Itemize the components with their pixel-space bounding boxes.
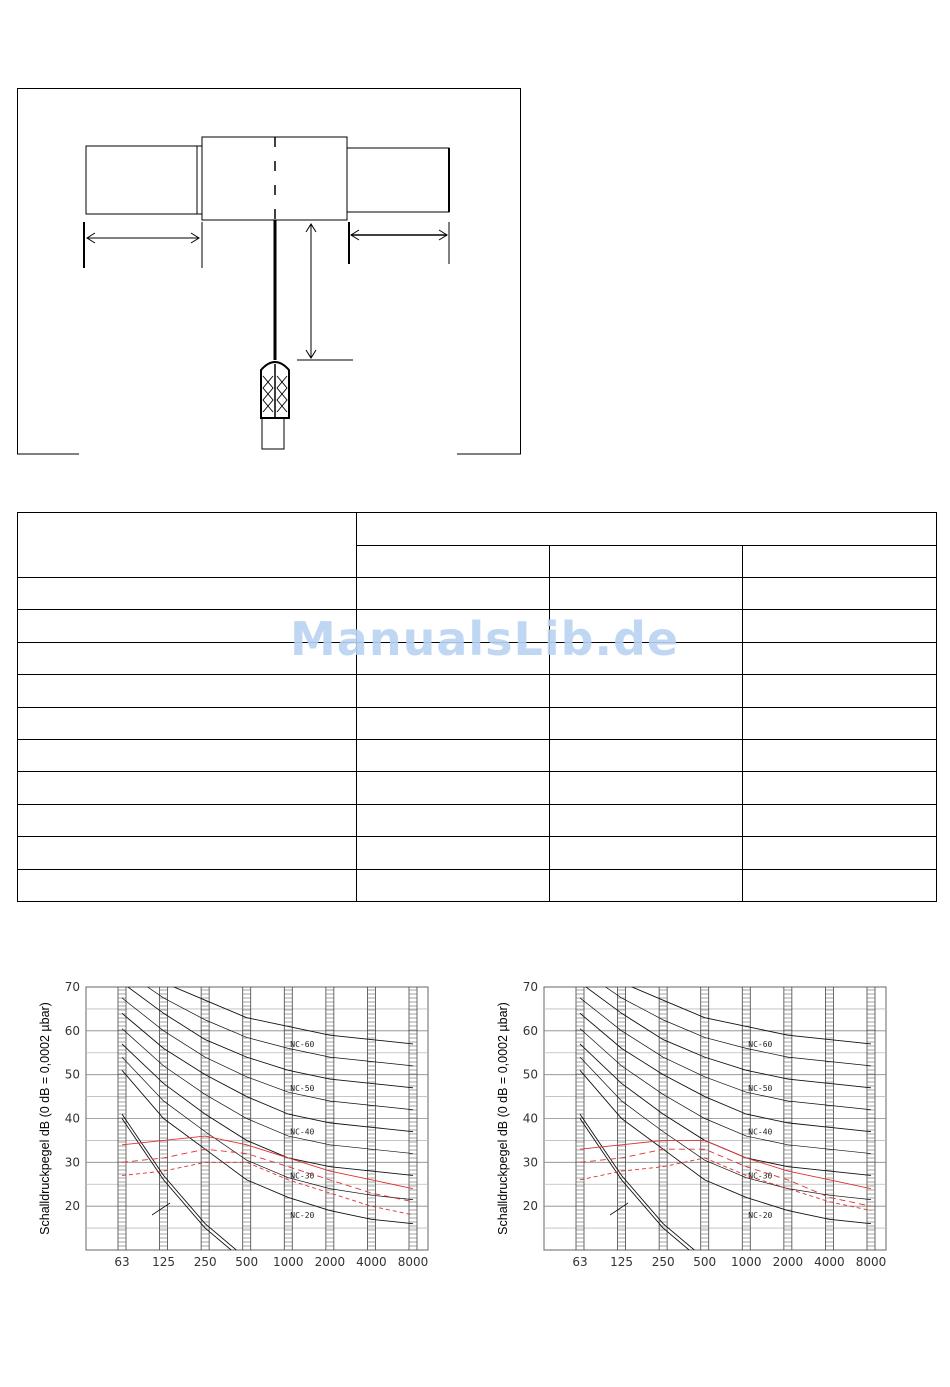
nc-curve-mid [580, 1029, 871, 1154]
nc-label: NC-20 [748, 1210, 773, 1220]
table-cell [550, 642, 743, 674]
x-tick-label: 250 [193, 1255, 217, 1269]
table-cell [18, 804, 357, 836]
table-cell [18, 610, 357, 642]
x-tick-label: 250 [651, 1255, 675, 1269]
left-unit [86, 146, 197, 214]
header-cell-label [18, 513, 357, 578]
table-row [18, 869, 937, 902]
table-cell [550, 804, 743, 836]
table-cell [18, 578, 357, 610]
table-row [18, 610, 937, 642]
table-cell [743, 869, 937, 902]
y-tick-label: 40 [522, 1111, 538, 1126]
measured-curves [122, 1136, 413, 1215]
subheader-cell [550, 545, 743, 578]
measured-curves [580, 1140, 871, 1210]
table-cell [357, 772, 550, 804]
table-row [18, 772, 937, 804]
x-tick-label: 125 [610, 1255, 634, 1269]
x-tick-label: 4000 [356, 1255, 387, 1269]
measured-curve [580, 1140, 871, 1188]
table-cell [550, 675, 743, 707]
nc-curve [122, 1070, 413, 1223]
table-cell [18, 869, 357, 902]
nc-label: NC-50 [748, 1083, 773, 1093]
table-cell [743, 837, 937, 869]
x-tick-label: 1000 [273, 1255, 304, 1269]
table-cell [18, 837, 357, 869]
table-cell [743, 707, 937, 739]
table-row [18, 837, 937, 869]
table-cell [357, 642, 550, 674]
nc-chart-left [30, 975, 470, 1275]
table-cell [357, 578, 550, 610]
table-cell [357, 837, 550, 869]
x-tick-label: 8000 [397, 1255, 429, 1269]
nc-curve [122, 983, 413, 1088]
x-tick-label: 63 [114, 1255, 130, 1269]
table-cell [357, 740, 550, 772]
table-cell [743, 740, 937, 772]
table-cell [550, 707, 743, 739]
x-tick-label: 2000 [772, 1255, 804, 1269]
frame-border [18, 89, 521, 455]
table-body [18, 578, 937, 902]
table-cell [18, 707, 357, 739]
x-tick-label: 4000 [814, 1255, 845, 1269]
table-cell [550, 578, 743, 610]
table-cell [550, 837, 743, 869]
x-tick-label: 500 [693, 1255, 717, 1269]
table-cell [18, 772, 357, 804]
table-cell [550, 869, 743, 902]
y-tick-label: 60 [64, 1023, 80, 1038]
nc-label: NC-50 [290, 1083, 315, 1093]
table-cell [550, 740, 743, 772]
table-row [18, 642, 937, 674]
nc-chart-right [488, 975, 928, 1275]
table-row [18, 804, 937, 836]
y-tick-label: 30 [64, 1155, 80, 1170]
plot-area [544, 975, 886, 1275]
x-tick-label: 1000 [731, 1255, 762, 1269]
center-unit [202, 137, 347, 220]
y-tick-label: 50 [522, 1067, 538, 1082]
nc-label: NC-40 [748, 1127, 773, 1137]
table-row [18, 578, 937, 610]
table-cell [357, 675, 550, 707]
x-tick-label: 500 [235, 1255, 259, 1269]
table-cell [357, 804, 550, 836]
x-tick-label: 2000 [314, 1255, 346, 1269]
nc-label: NC-60 [748, 1039, 773, 1049]
y-tick-label: 70 [64, 980, 80, 994]
table-cell [357, 707, 550, 739]
x-tick-label: 8000 [855, 1255, 887, 1269]
y-tick-label: 50 [64, 1067, 80, 1082]
table-row [18, 740, 937, 772]
nc-label: NC-20 [290, 1210, 315, 1220]
y-tick-label: 40 [64, 1111, 80, 1126]
nc-curve [122, 975, 413, 1044]
y-tick-label: 20 [64, 1199, 80, 1214]
nc-curve-mid [122, 975, 413, 1066]
x-tick-label: 63 [572, 1255, 588, 1269]
table-header-row [18, 513, 937, 546]
table-cell [357, 610, 550, 642]
watermark: ManualsLib.de [290, 612, 680, 666]
y-axis-label: Schalldruckpegel dB (0 dB = 0,0002 µbar) [38, 1002, 52, 1235]
nc-curve-mid [122, 1029, 413, 1154]
x-tick-label: 125 [152, 1255, 176, 1269]
spec-table [17, 512, 937, 902]
table-cell [743, 772, 937, 804]
table-cell [18, 642, 357, 674]
table-cell [743, 804, 937, 836]
nc-curve-mid [580, 975, 871, 1066]
sensor-stem [262, 418, 284, 449]
subheader-cell [357, 545, 550, 578]
table-cell [743, 578, 937, 610]
table-cell [357, 869, 550, 902]
table-row [18, 707, 937, 739]
table-row [18, 675, 937, 707]
nc-label: NC-60 [290, 1039, 315, 1049]
y-tick-label: 70 [522, 980, 538, 994]
nc-label: NC-30 [290, 1171, 315, 1181]
table-cell [18, 675, 357, 707]
nc-curve [580, 975, 871, 1044]
y-tick-label: 30 [522, 1155, 538, 1170]
y-tick-label: 60 [522, 1023, 538, 1038]
right-unit [347, 148, 449, 212]
installation-diagram [17, 88, 521, 455]
table-cell [743, 610, 937, 642]
nc-curve [580, 983, 871, 1088]
nc-curve [580, 1070, 871, 1223]
y-axis-label: Schalldruckpegel dB (0 dB = 0,0002 µbar) [496, 1002, 510, 1235]
nc-label: NC-40 [290, 1127, 315, 1137]
table-cell [18, 740, 357, 772]
table-cell [743, 675, 937, 707]
header-cell-group [357, 513, 937, 546]
table-cell [550, 772, 743, 804]
table-cell [743, 642, 937, 674]
plot-area [86, 975, 428, 1275]
table-cell [550, 610, 743, 642]
y-tick-label: 20 [522, 1199, 538, 1214]
nc-label: NC-30 [748, 1171, 773, 1181]
subheader-cell [743, 545, 937, 578]
